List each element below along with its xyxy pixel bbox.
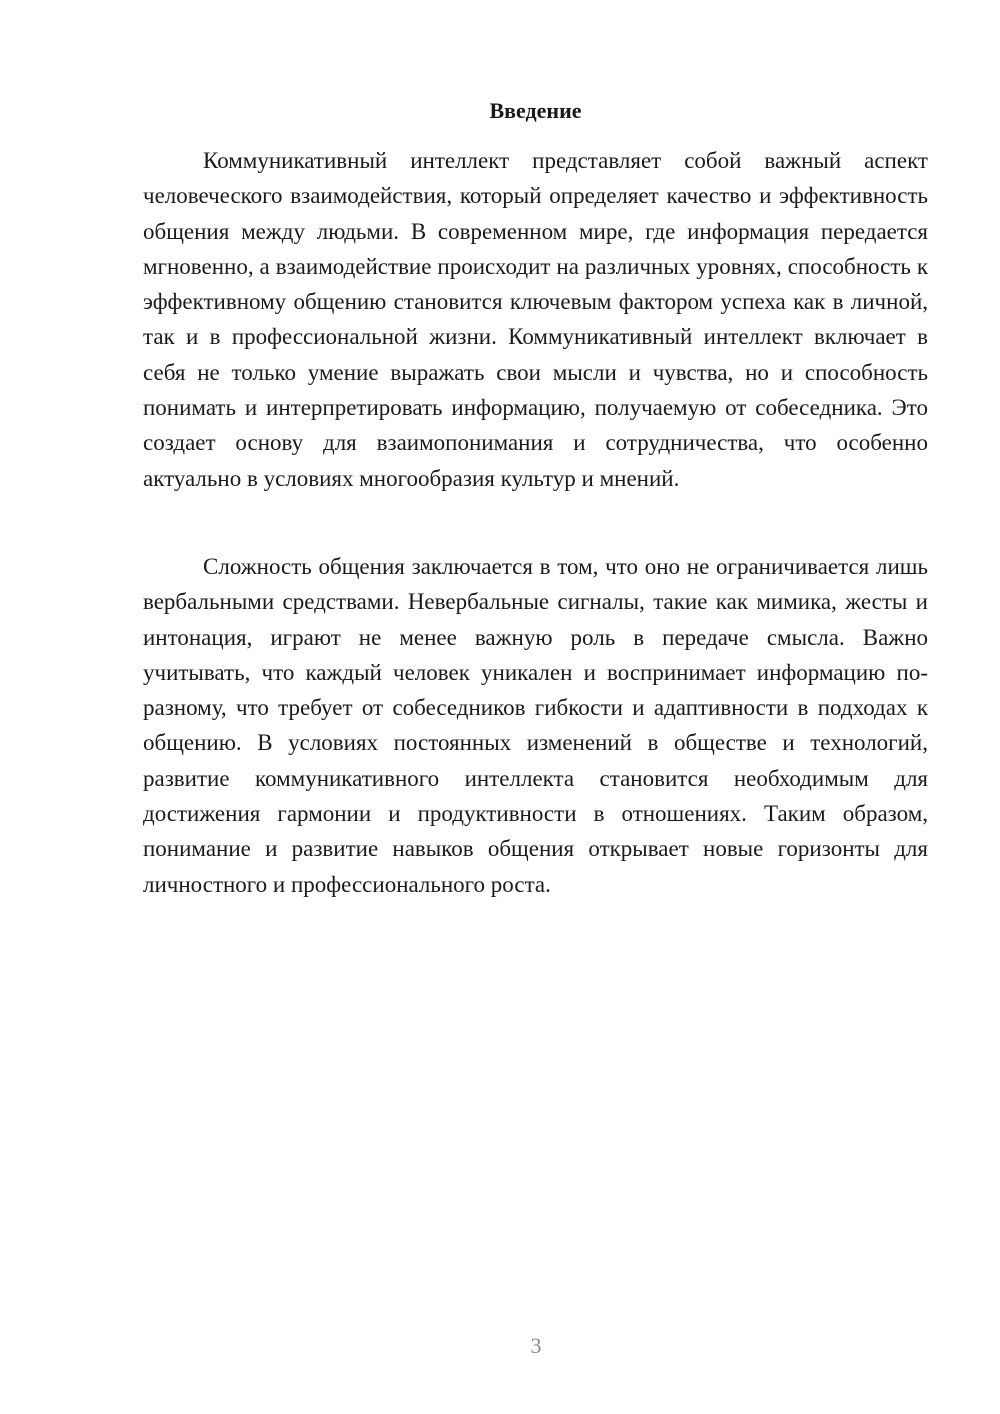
paragraph-1: Коммуникативный интеллект представляет собой важный аспект человеческого взаимодействия, который определяет качество и эффективность общения между людьми. В современном мире, где информация передается мгновенно, а взаимодействие происходит на различных уровнях, способность к эффективному общению становится ключевым фактором успеха как в личной, так и в профессиональной жизни. Коммуникативный интеллект включает в себя не только умение выражать свои мысли и чувства, но и способность понимать и интерпретировать информацию, получаемую от собеседника. Это создает основу для взаимопонимания и сотрудничества, что особенно актуально в условиях многообразия культур и мнений. xyxy=(143,148,928,491)
page-number: 3 xyxy=(530,1333,542,1358)
section-heading: Введение xyxy=(489,98,582,123)
paragraph-2: Сложность общения заключается в том, что оно не ограничивается лишь вербальными средствами. Невербальные сигналы, такие как мимика, жесты и интонация, играют не менее важную роль в передаче смысла. Важно учитывать, что каждый человек уникален и воспринимает информацию по-разному, что требует от собеседников гибкости и адаптивности в подходах к общению. В условиях постоянных изменений в обществе и технологий, развитие коммуникативного интеллекта становится необходимым для достижения гармонии и продуктивности в отношениях. Таким образом, понимание и развитие навыков общения открывает новые горизонты для личностного и профессионального роста. xyxy=(143,554,928,897)
